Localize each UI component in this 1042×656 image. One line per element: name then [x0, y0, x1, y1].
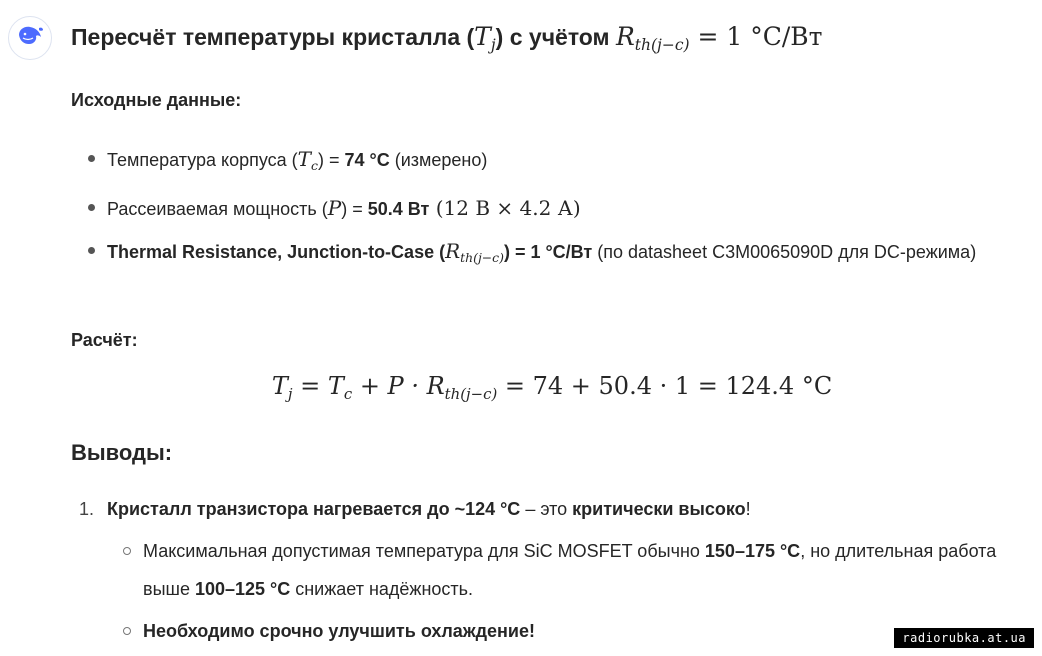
bullet-circle — [123, 547, 131, 555]
deepseek-whale-icon — [15, 21, 45, 56]
sub-list-item: Максимальная допустимая температура для SiC MOSFET обычно 150–175 °C, но длительная работа выше 100–125 °C снижает надёжность. — [71, 532, 1033, 608]
avatar — [8, 16, 52, 60]
inputs-list — [71, 140, 1033, 281]
power-calc: (12 В × 4.2 А) — [429, 195, 581, 220]
conclusions-sublist — [71, 532, 1033, 650]
title-text: Пересчёт температуры кристалла ( — [71, 24, 475, 50]
bullet-dot — [88, 155, 95, 162]
sub-list-item: Необходимо срочно улучшить охлаждение! — [71, 612, 1033, 650]
list-item: 1. Кристалл транзистора нагревается до ~124 °C – это критически высоко! — [71, 490, 1033, 528]
conclusions-list — [71, 490, 1033, 654]
tj-formula: $T_j = T_c + P \cdot R_{th(j-c)} = 74 + 50.4 \cdot 1 = 124.4$ °C — [271, 372, 833, 403]
watermark: radiorubka.at.ua — [894, 628, 1034, 648]
bullet-dot — [88, 204, 95, 211]
bullet-circle — [123, 627, 131, 635]
list-item: Температура корпуса $(T_c) = 74$ °C (измерено) — [71, 140, 1033, 185]
rth-symbol: $R_{th(j-c)}$ — [445, 238, 504, 265]
title-tj-symbol: $T_j$ — [474, 22, 496, 54]
calc-heading: Расчёт: — [71, 330, 138, 350]
message-title — [71, 22, 823, 54]
inputs-heading: Исходные данные: — [71, 90, 242, 110]
list-item: Рассеиваемая мощность (P) = 50.4 Вт (12 В × 4.2 А) — [71, 189, 1033, 228]
bullet-dot — [88, 247, 95, 254]
list-number: 1. — [79, 499, 95, 519]
tc-symbol: $T_c$ — [297, 147, 318, 173]
list-item: Thermal Resistance, Junction-to-Case $(R_{th(j-c)}) = 1$ °C/Вт (по datasheet C3M0065090D для DC-режима) — [71, 232, 1033, 277]
title-mid: ) с учётом — [495, 24, 616, 50]
title-rth-formula: $R_{th(j-c)} = 1$ °C/Вт — [615, 22, 823, 54]
p-symbol: P — [327, 195, 342, 220]
conclusions-heading: Выводы: — [71, 440, 173, 465]
